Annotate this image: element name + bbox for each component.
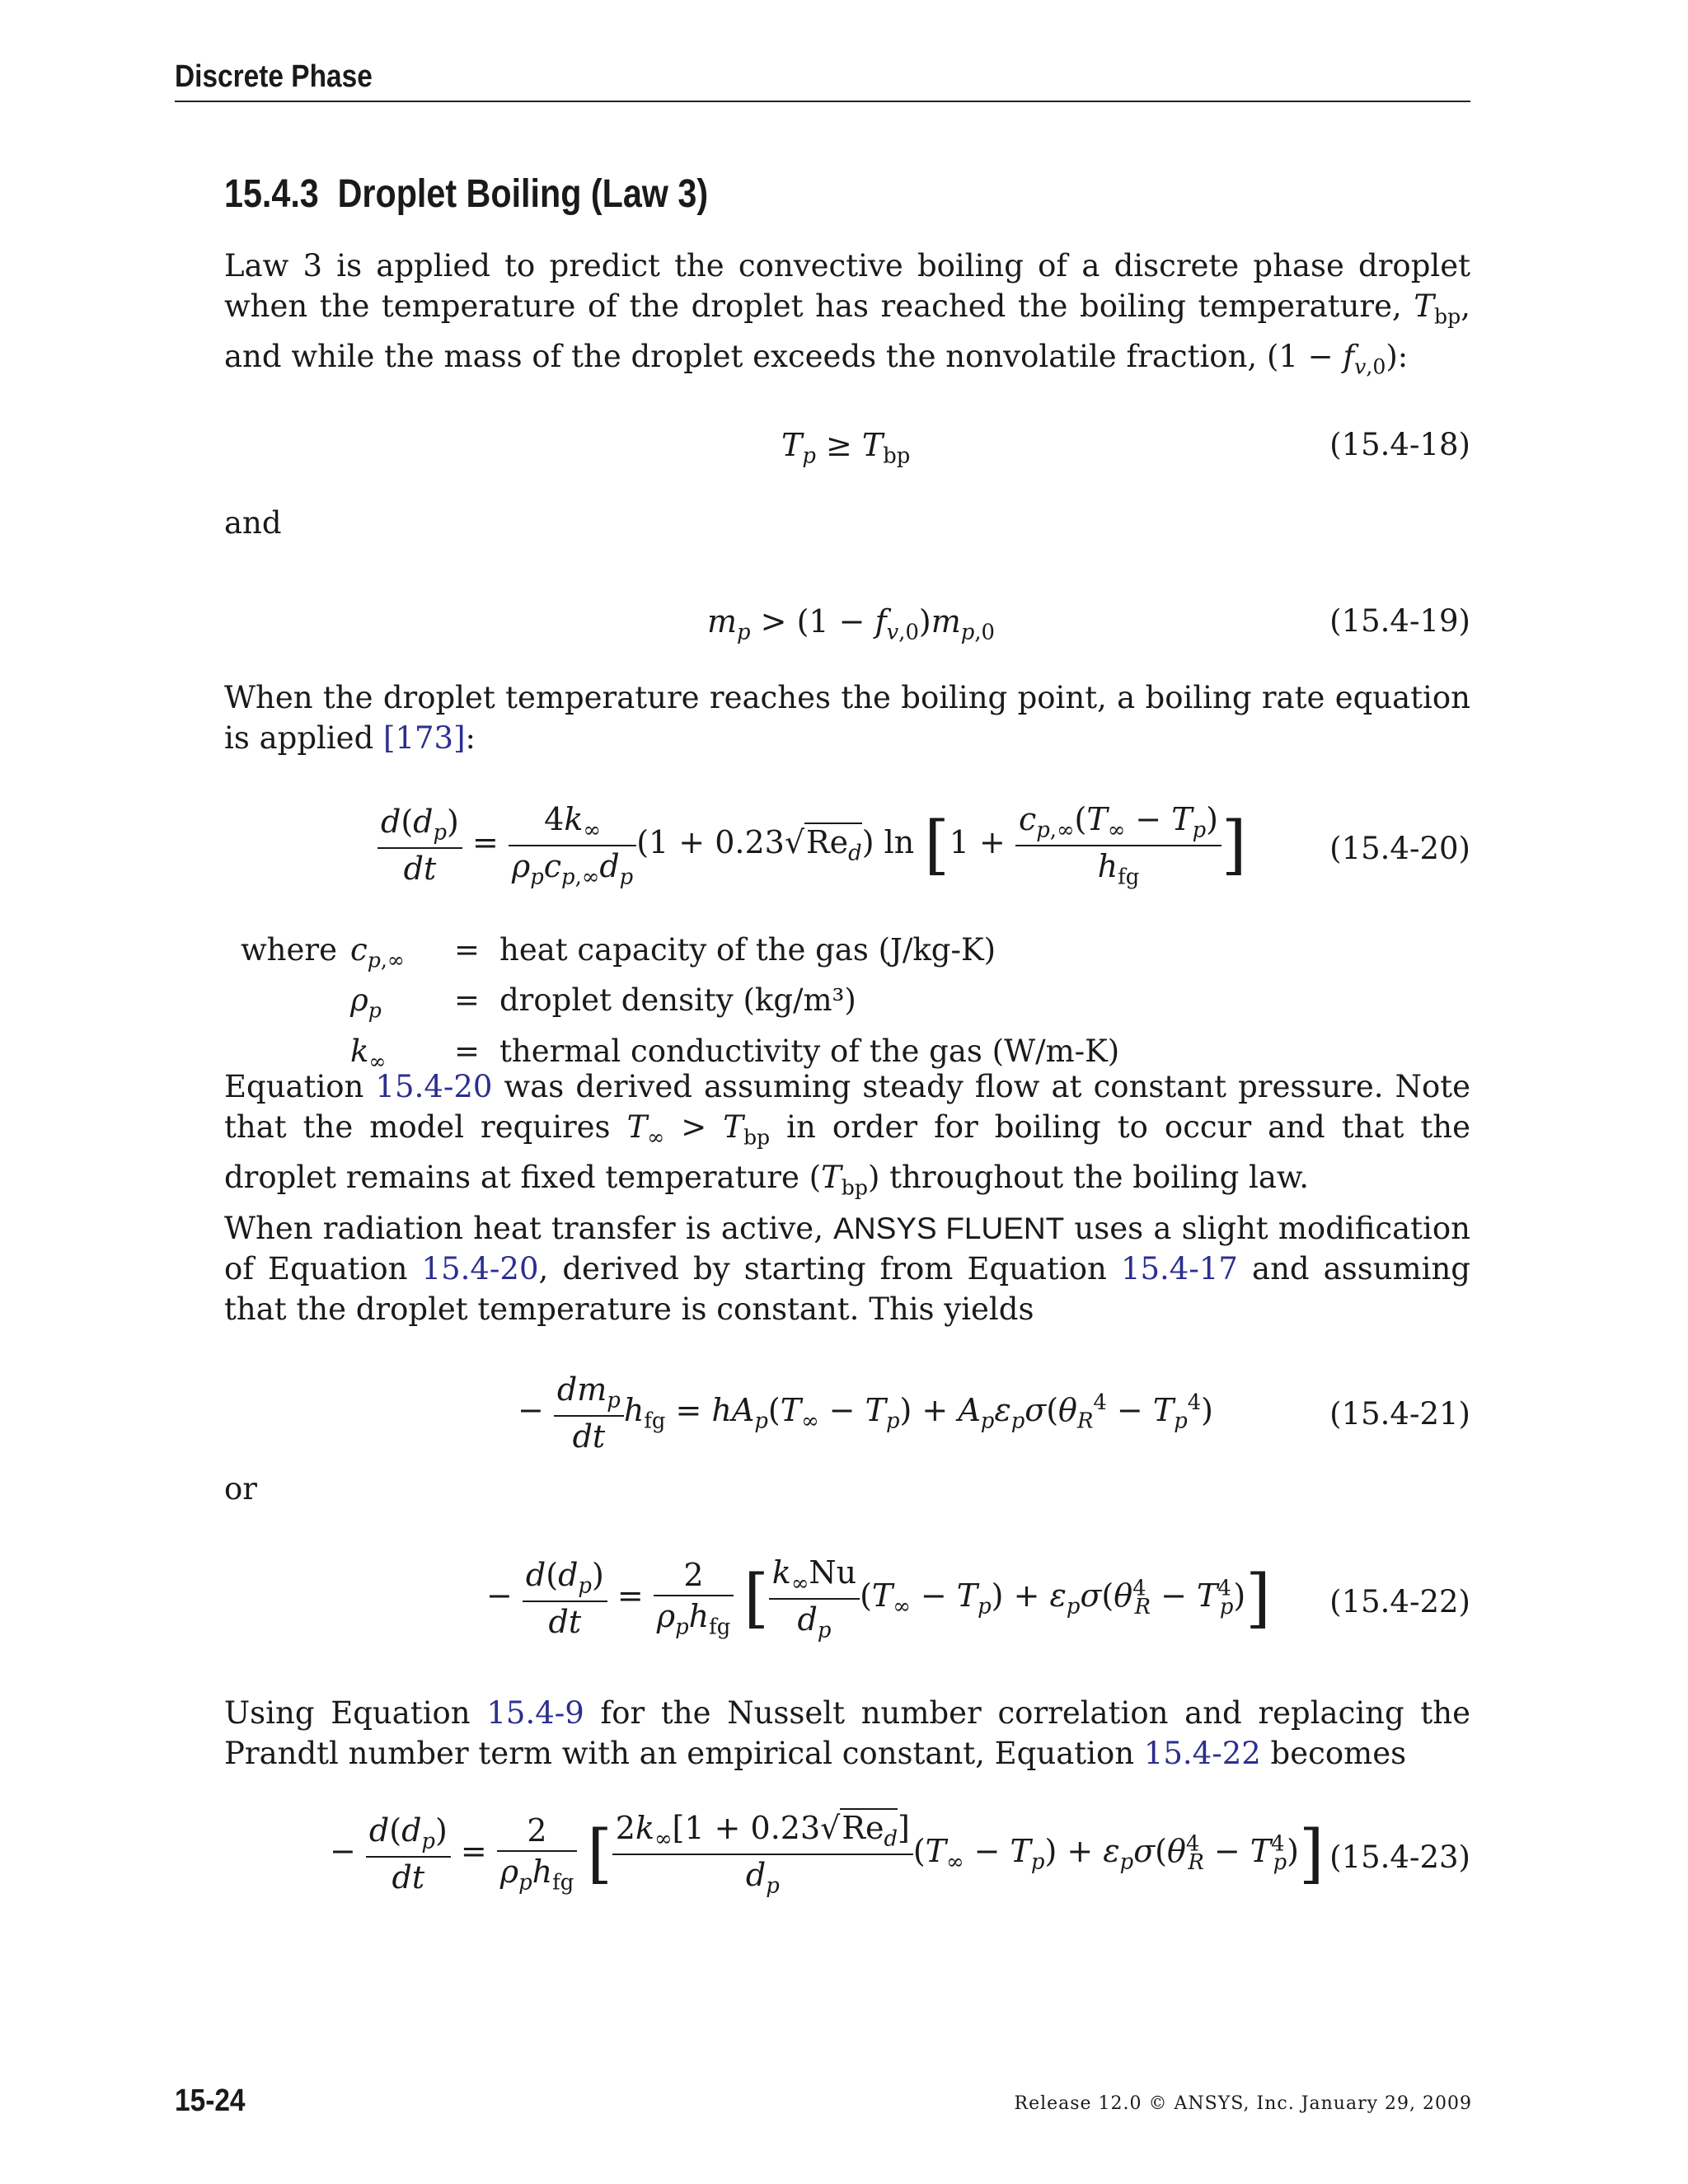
equation-link[interactable]: 15.4-20 (375, 1069, 493, 1104)
equation-number-21: (15.4-21) (1329, 1396, 1470, 1432)
where-row: $\rho_p$ = droplet density (kg/m³) (241, 980, 1132, 1030)
citation-link[interactable]: [173] (383, 720, 466, 756)
section-heading (224, 171, 708, 217)
text: ) throughout the boiling law. (867, 1160, 1309, 1196)
equation-link[interactable]: 15.4-22 (1143, 1736, 1261, 1771)
text: When the droplet temperature reaches the boiling point, a boiling rate equation is applied (224, 680, 1470, 756)
text: for the Nusselt number correlation and replacing the Prandtl number term with an empirical constant, Equation (224, 1695, 1470, 1771)
equation-15-4-23: − $\frac{d(d_p)}{dt}$ = $\frac{2}{\rho_ph_{fg}}$ [ $\frac{2k_\infty[1 + 0.23√Re_d]}{d_p}$ $(T_\infty - T_p) + \varepsilon_p\sigma(\theta^4_R - T^4_p)$] (330, 1810, 1325, 1899)
text: in order for boiling to occur and that the droplet remains at fixed temperature ( (224, 1109, 1470, 1196)
paragraph-steady-flow: Equation 15.4-20 was derived assuming steady flow at constant pressure. Note that the model requires $T_\infty > T_{bp}$ in order for boiling to occur and that the droplet remains at fixed temperature $(T_{bp})$ throughout the boiling law. (224, 1069, 1471, 1200)
header-rule (175, 101, 1470, 102)
section-title: Droplet Boiling (Law 3) (337, 172, 709, 216)
product-name: ANSYS FLUENT (833, 1212, 1065, 1245)
where-label: where (241, 932, 337, 968)
equation-link[interactable]: 15.4-20 (421, 1251, 539, 1286)
release-note: Release 12.0 © ANSYS, Inc. January 29, 2009 (1014, 2093, 1472, 2114)
text: Equation (224, 1069, 376, 1104)
text: , derived by starting from Equation (538, 1251, 1121, 1286)
equation-number-22: (15.4-22) (1329, 1584, 1470, 1619)
text: , and while the mass of the droplet exceeds the nonvolatile fraction, (224, 288, 1470, 375)
equation-number-23: (15.4-23) (1329, 1840, 1470, 1875)
text: was derived assuming steady flow at constant pressure. Note that the model requires (224, 1069, 1471, 1145)
text: and assuming that the droplet temperature is constant. This yields (224, 1251, 1470, 1327)
equation-15-4-20: $\frac{d(d_p)}{dt}$ = $\frac{4k_\infty}{\rho_pc_{p,\infty}d_p}$ $(1 + 0.23√Re_d)$ ln [1 + $\frac{c_{p,\infty}(T_\infty - T_p)}{h_{fg}}$ ] (377, 801, 1246, 889)
equation-number-18: (15.4-18) (1329, 427, 1470, 462)
page-number: 15-24 (175, 2083, 246, 2118)
paragraph-nusselt (224, 1693, 1470, 1774)
connector-or: or (224, 1471, 257, 1507)
where-description: droplet density (kg/m³) (499, 982, 856, 1019)
equation-number-20: (15.4-20) (1329, 831, 1470, 866)
paragraph-boiling-rate: When the droplet temperature reaches the boiling point, a boiling rate equation is applied [173]: (224, 680, 1470, 756)
section-number: 15.4.3 (224, 172, 319, 216)
equation-15-4-21: − $\frac{dm_p}{dt}$ $h_{fg} = hA_p(T_\infty - T_p) + A_p\varepsilon_p\sigma(\theta_R^4 - T_p^4)$ (518, 1371, 1213, 1455)
equation-15-4-18: $T_p \ge T_{bp}$ (781, 427, 911, 469)
equation-15-4-19: $m_p > (1 - f_{v,0})m_{p,0}$ (707, 603, 995, 645)
where-row: where $c_{p,\infty}$ = heat capacity of the gas (J/kg-K) (241, 930, 1132, 980)
connector-and: and (224, 505, 282, 541)
where-description: thermal conductivity of the gas (W/m-K) (499, 1033, 1120, 1069)
paragraph-law3-intro: Law 3 is applied to predict the convective boiling of a discrete phase droplet when the temperature of the droplet has reached the boiling temperature, $T_{bp}$, and while the mass of the droplet exceeds the nonvolatile fraction, $(1 - f_{v,0})$: (224, 248, 1470, 379)
where-list (241, 930, 1132, 1081)
equation-number-19: (15.4-19) (1329, 603, 1470, 639)
text: Law 3 is applied to predict the convective boiling of a discrete phase droplet when the temperature of the droplet has reached the boiling temperature, (224, 248, 1470, 324)
where-description: heat capacity of the gas (J/kg-K) (499, 932, 996, 968)
equation-link[interactable]: 15.4-9 (486, 1695, 584, 1731)
paragraph-radiation (224, 1208, 1470, 1329)
text: uses a slight modification of Equation (224, 1211, 1470, 1286)
where-row: $k_\infty$ = thermal conductivity of the gas (W/m-K) (241, 1031, 1132, 1081)
text: When radiation heat transfer is active, (224, 1211, 834, 1246)
text: becomes (1260, 1736, 1407, 1771)
running-header: Discrete Phase (175, 59, 373, 94)
text: Using Equation (224, 1695, 487, 1731)
equation-link[interactable]: 15.4-17 (1120, 1251, 1238, 1286)
equation-15-4-22: − $\frac{d(d_p)}{dt}$ = $\frac{2}{\rho_ph_{fg}}$ [ $\frac{k_\infty Nu}{d_p}$ $(T_\infty - T_p) + \varepsilon_p\sigma(\theta^4_R - T^4_p)$] (486, 1554, 1271, 1643)
